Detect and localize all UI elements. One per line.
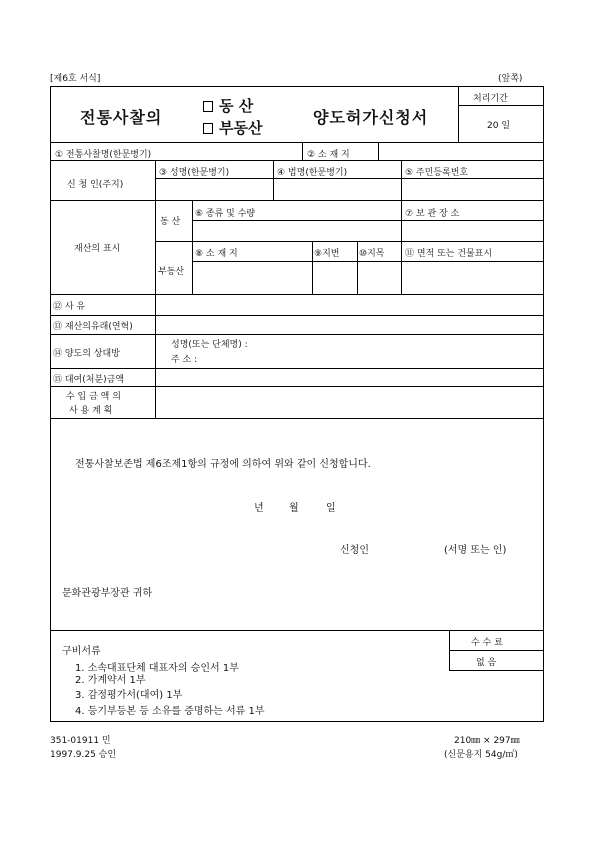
amount-field[interactable] [156, 369, 543, 385]
usage-plan-field[interactable] [156, 387, 543, 417]
movable-label: 동 산 [160, 217, 181, 227]
origin-field[interactable] [156, 316, 543, 333]
processing-value: 20 일 [487, 121, 511, 131]
resident-no-label: ⑤ 주민등록번호 [405, 168, 469, 178]
origin-label: ⑬ 재산의유래(연혁) [53, 322, 133, 332]
property-label: 재산의 표시 [74, 244, 121, 254]
reason-field[interactable] [156, 295, 543, 314]
usage-plan-label-2: 사 용 계 획 [69, 406, 113, 416]
document-item: 4. 등기부등본 등 소유를 증명하는 서류 1부 [75, 706, 265, 717]
immovable-label: 부동산 [158, 267, 185, 277]
re-location-label: ⑧ 소 재 지 [195, 249, 238, 259]
checkbox-immovable[interactable] [203, 123, 213, 134]
footer-approval-date: 1997.9.25 승인 [50, 750, 117, 760]
location-label: ② 소 재 지 [307, 150, 350, 160]
usage-plan-label-1: 수 입 금 액 의 [66, 392, 121, 402]
corp-name-label: ④ 법명(한문병기) [277, 168, 348, 178]
applicant-label: 신 청 인(주지) [67, 180, 124, 190]
documents-title: 구비서류 [62, 646, 101, 657]
document-item: 1. 소속대표단체 대표자의 승인서 1부 [75, 663, 239, 674]
option-immovable[interactable]: 부동산 [203, 117, 262, 138]
name-field[interactable] [156, 179, 272, 199]
lot-no-label: ⑨지번 [314, 249, 340, 259]
area-label: ⑪ 면적 또는 건물표시 [405, 249, 493, 259]
date-month: 월 [289, 503, 299, 514]
footer-approval-no: 351-01911 민 [50, 736, 111, 746]
addressee: 문화관광부장관 귀하 [62, 588, 153, 599]
page-side: (앞쪽) [498, 74, 523, 84]
document-item: 2. 가계약서 1부 [75, 675, 146, 686]
temple-name-label: ① 전통사찰명(한문병기) [55, 150, 152, 160]
statement: 전통사찰보존법 제6조제1항의 규정에 의하여 위와 같이 신청합니다. [75, 459, 371, 470]
date-day: 일 [326, 503, 336, 514]
counterparty-label: ⑭ 양도의 상대방 [53, 349, 120, 359]
checkbox-movable[interactable] [203, 101, 213, 112]
amount-label: ⑮ 대여(처분)금액 [53, 375, 125, 385]
title-prefix: 전통사찰의 [80, 108, 163, 127]
name-label: ③ 성명(한문병기) [159, 168, 230, 178]
fee-value: 없 음 [476, 658, 497, 668]
kind-qty-label: ⑥ 종류 및 수량 [195, 209, 256, 219]
signature-sign: (서명 또는 인) [444, 545, 507, 556]
cp-name-label: 성명(또는 단체명) : [171, 340, 248, 350]
storage-label: ⑦ 보 관 장 소 [405, 209, 460, 219]
title-suffix: 양도허가신청서 [313, 108, 429, 127]
option-movable[interactable]: 동 산 [203, 95, 253, 116]
land-cat-label: ⑩지목 [359, 249, 385, 259]
footer-paper-size: 210㎜ × 297㎜ [454, 736, 520, 746]
form-number: [제6호 서식] [50, 74, 101, 84]
footer-paper-type: (신문용지 54g/㎡) [444, 750, 518, 760]
reason-label: ⑫ 사 유 [53, 302, 86, 312]
processing-label: 처리기간 [473, 94, 508, 104]
document-item: 3. 감정평가서(대여) 1부 [75, 690, 183, 701]
cp-address-label: 주 소 : [171, 355, 198, 365]
resident-no-field[interactable] [402, 179, 543, 199]
date-year: 년 [254, 503, 264, 514]
signature-applicant: 신청인 [340, 545, 369, 556]
corp-name-field[interactable] [274, 179, 400, 199]
fee-label: 수 수 료 [471, 638, 503, 648]
